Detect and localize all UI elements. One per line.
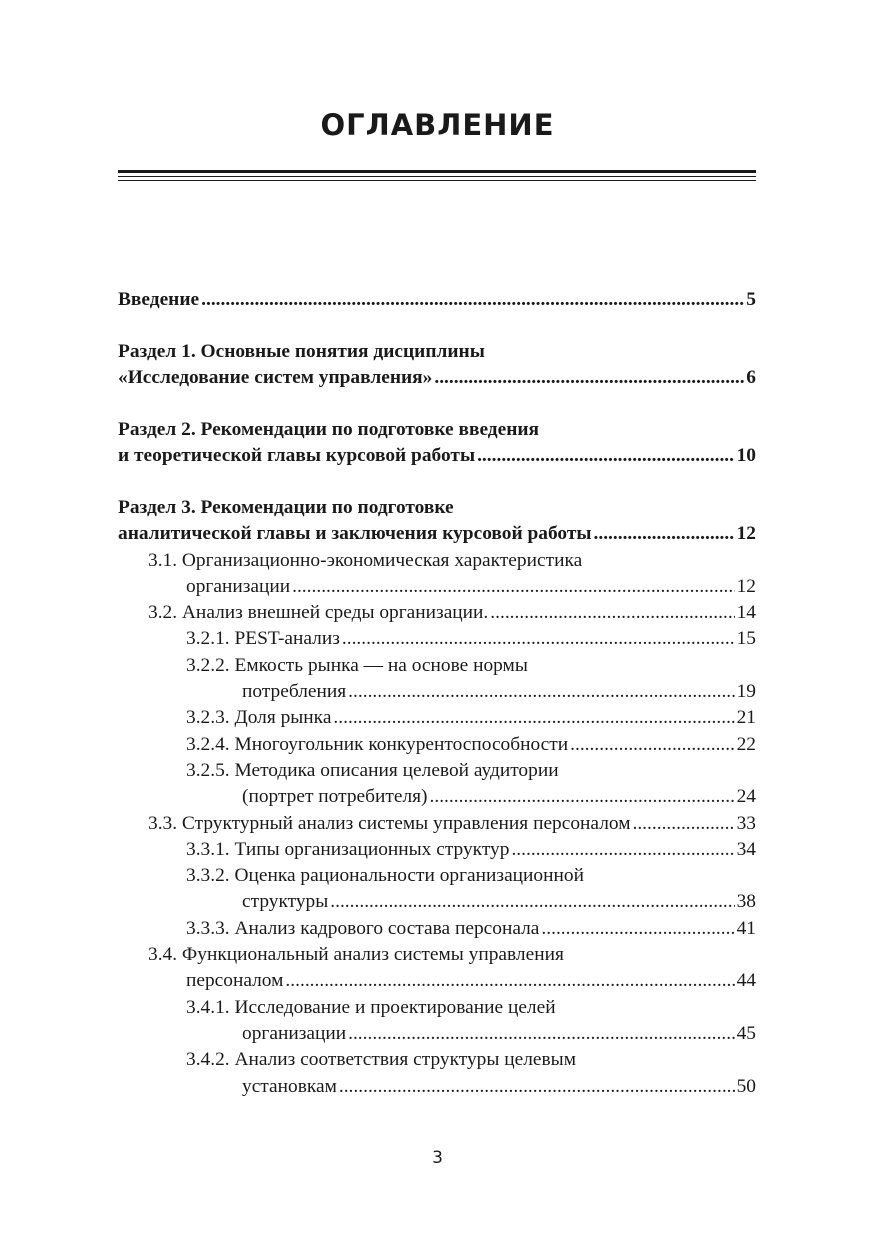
- toc-entry-3-2[interactable]: [118, 600, 756, 626]
- toc-entry-label: Раздел 3. Рекомендации по подготовке: [118, 496, 454, 518]
- dot-leader: [430, 784, 735, 810]
- dot-leader: [477, 443, 735, 469]
- toc-entry-3-2-2[interactable]: [118, 653, 756, 679]
- dot-leader: [348, 679, 734, 705]
- title-rule-thick: [118, 170, 756, 173]
- toc-entry-label: организации: [242, 1022, 347, 1044]
- toc-entry-label: персоналом: [186, 970, 284, 992]
- toc-entry-3-1[interactable]: [118, 548, 756, 574]
- toc-entry-label: потребления: [242, 681, 347, 703]
- toc-entry-section-3-cont[interactable]: [118, 521, 756, 547]
- toc-entry-label: 3.2.2. Емкость рынка — на основе нормы: [186, 654, 528, 676]
- title-rule-thin: [118, 176, 756, 177]
- toc-entry-3-4-cont[interactable]: [118, 968, 756, 994]
- toc-page-number: 50: [736, 1075, 756, 1097]
- toc-entry-3-2-3[interactable]: [118, 705, 756, 731]
- toc-entry-label: 3.2.1. PEST-анализ: [186, 628, 340, 650]
- toc-entry-label: 3.2.4. Многоугольник конкурентоспособности: [186, 733, 569, 755]
- toc-entry-3-2-5[interactable]: [118, 758, 756, 784]
- toc-entry-label: (портрет потребителя): [242, 786, 428, 808]
- toc-entry-label: 3.1. Организационно-экономическая характеристика: [148, 549, 583, 571]
- dot-leader: [342, 626, 735, 652]
- toc-entry-label: 3.3.1. Типы организационных структур: [186, 838, 510, 860]
- toc-entry-3-4-1-cont[interactable]: [118, 1021, 756, 1047]
- toc-page-number: 24: [736, 786, 756, 808]
- toc-entry-3-4-1[interactable]: [118, 995, 756, 1021]
- dot-leader: [330, 889, 734, 915]
- toc-page-number: 15: [736, 628, 756, 650]
- toc-entry-3-3-1[interactable]: [118, 837, 756, 863]
- toc-entry-3-2-2-cont[interactable]: [118, 679, 756, 705]
- toc-entry-3-2-4[interactable]: [118, 732, 756, 758]
- toc-page-number: 33: [736, 812, 756, 834]
- toc-entry-label: и теоретической главы курсовой работы: [118, 445, 476, 467]
- toc-entry-section-2[interactable]: [118, 417, 756, 443]
- page-number: 3: [432, 1148, 443, 1168]
- toc-entry-label: Введение: [118, 289, 200, 310]
- toc-entry-3-1-cont[interactable]: [118, 574, 756, 600]
- toc-page-number: 6: [746, 367, 756, 389]
- toc-page-number: 12: [736, 523, 756, 545]
- dot-leader: [285, 968, 734, 994]
- toc-entry-label: 3.2. Анализ внешней среды организации.: [148, 602, 489, 624]
- dot-leader: [632, 811, 734, 837]
- toc-entry-section-3[interactable]: [118, 495, 756, 521]
- toc-entry-3-4-2-cont[interactable]: [118, 1074, 756, 1100]
- toc-entry-3-4-2[interactable]: [118, 1047, 756, 1073]
- toc-page-number: 34: [736, 838, 756, 860]
- toc-entry-label: 3.4. Функциональный анализ системы управления: [148, 944, 564, 966]
- toc-page-number: 21: [736, 707, 756, 729]
- dot-leader: [541, 916, 734, 942]
- toc-entry-label: 3.2.5. Методика описания целевой аудитории: [186, 759, 559, 781]
- toc-entry-section-2-cont[interactable]: [118, 443, 756, 469]
- title-rule-thin: [118, 180, 756, 181]
- toc-entry-label: 3.2.3. Доля рынка: [186, 707, 332, 729]
- dot-leader: [201, 287, 744, 313]
- toc-entry-3-4[interactable]: [118, 942, 756, 968]
- toc-entry-label: 3.4.1. Исследование и проектирование целей: [186, 996, 556, 1018]
- toc-page-number: 10: [736, 445, 756, 467]
- dot-leader: [292, 574, 735, 600]
- toc-entry-label: 3.3. Структурный анализ системы управления персоналом: [148, 812, 631, 834]
- dot-leader: [333, 705, 734, 731]
- toc-entry-label: аналитической главы и заключения курсовой работы: [118, 523, 592, 545]
- dot-leader: [339, 1074, 735, 1100]
- toc-entry-intro[interactable]: [118, 287, 756, 313]
- toc-entry-label: Раздел 2. Рекомендации по подготовке введения: [118, 418, 540, 440]
- toc-entry-label: 3.4.2. Анализ соответствия структуры целевым: [186, 1049, 576, 1071]
- dot-leader: [594, 521, 735, 547]
- toc-entry-label: 3.3.2. Оценка рациональности организационной: [186, 865, 584, 887]
- toc-entry-label: Раздел 1. Основные понятия дисциплины: [118, 340, 485, 362]
- toc-page-number: 38: [736, 891, 756, 913]
- toc-page-number: 41: [736, 917, 756, 939]
- toc-entry-label: организации: [186, 575, 291, 597]
- toc-entry-3-3-3[interactable]: [118, 916, 756, 942]
- toc-page-number: 14: [736, 602, 756, 624]
- toc-entry-section-1[interactable]: [118, 339, 756, 365]
- toc-entry-3-3[interactable]: [118, 811, 756, 837]
- toc-entry-section-1-cont[interactable]: [118, 365, 756, 391]
- toc-page-number: 44: [736, 970, 756, 992]
- toc-entry-3-3-2-cont[interactable]: [118, 889, 756, 915]
- toc-page-number: 5: [746, 289, 756, 310]
- dot-leader: [490, 600, 734, 626]
- toc-entry-3-2-1[interactable]: [118, 626, 756, 652]
- toc-entry-3-2-5-cont[interactable]: [118, 784, 756, 810]
- toc-page-number: 12: [736, 575, 756, 597]
- toc-page-number: 45: [736, 1022, 756, 1044]
- toc-entry-label: 3.3.3. Анализ кадрового состава персонала: [186, 917, 540, 939]
- page-title: ОГЛАВЛЕНИЕ: [320, 108, 555, 142]
- dot-leader: [434, 365, 744, 391]
- toc-entry-label: структуры: [242, 891, 329, 913]
- toc-entry-3-3-2[interactable]: [118, 863, 756, 889]
- toc-entry-label: установкам: [242, 1075, 337, 1097]
- toc-entry-label: «Исследование систем управления»: [118, 367, 433, 389]
- toc-page-number: 19: [736, 681, 756, 703]
- table-of-contents: [118, 287, 756, 1100]
- dot-leader: [511, 837, 734, 863]
- toc-page-number: 22: [736, 733, 756, 755]
- dot-leader: [570, 732, 734, 758]
- dot-leader: [348, 1021, 735, 1047]
